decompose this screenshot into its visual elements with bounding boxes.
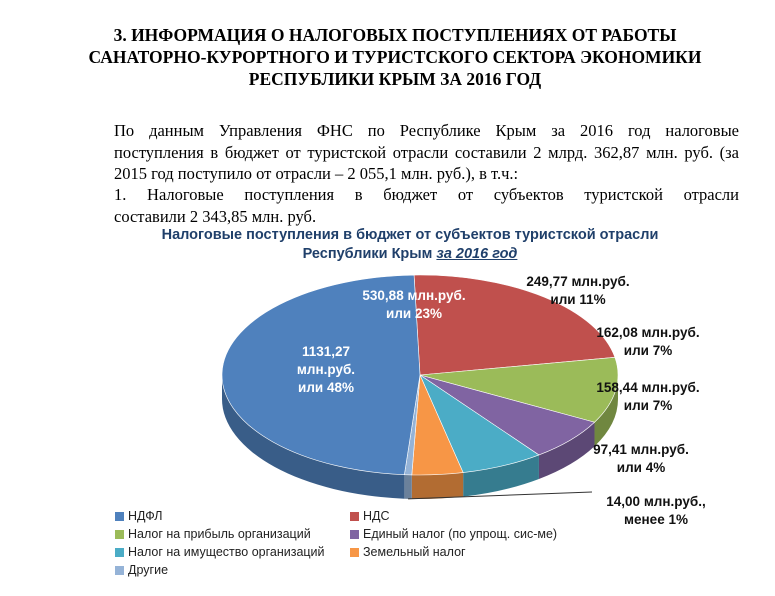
- legend-row: [115, 525, 615, 543]
- legend-item-единый-налог-по-упрощ-сис-ме: [350, 527, 595, 541]
- data-label-земельный-налог: 97,41 млн.руб. или 4%: [593, 442, 689, 475]
- heading-line: РЕСПУБЛИКИ КРЫМ ЗА 2016 ГОД: [248, 69, 542, 89]
- legend-item-ндфл: [115, 509, 350, 523]
- paragraph-line: поступления в бюджет от туристской отрасли составили 2 млрд. 362,87 млн. руб. (за: [114, 142, 739, 162]
- heading-line: 3. ИНФОРМАЦИЯ О НАЛОГОВЫХ ПОСТУПЛЕНИЯХ ОТ РАБОТЫ: [113, 25, 677, 45]
- legend-label: НДФЛ: [128, 509, 163, 523]
- chart-title-year: за 2016 год: [436, 246, 518, 262]
- legend-swatch: [350, 512, 359, 521]
- pie-side-земельный-налог: [412, 473, 463, 499]
- legend-row: [115, 561, 615, 579]
- legend-row: [115, 543, 615, 561]
- data-label-налог-на-имущество-организаций: 158,44 млн.руб. или 7%: [596, 380, 700, 413]
- legend-swatch: [115, 566, 124, 575]
- legend-label: Единый налог (по упрощ. сис-ме): [363, 527, 558, 541]
- paragraph-line: 2015 год поступило от отрасли – 2 055,1 млн. руб.), в т.ч.:: [114, 164, 519, 183]
- legend-label: Другие: [128, 563, 169, 577]
- data-label-единый-налог-по-упрощ-сис-ме: 162,08 млн.руб. или 7%: [596, 325, 700, 358]
- legend-item-налог-на-прибыль-организаций: [115, 527, 350, 541]
- legend-label: Земельный налог: [363, 545, 466, 559]
- chart-legend: [115, 507, 615, 579]
- paragraph-line: составили 2 343,85 млн. руб.: [114, 206, 317, 226]
- data-label-налог-на-прибыль-организаций: 249,77 млн.руб. или 11%: [526, 274, 630, 307]
- legend-swatch: [115, 512, 124, 521]
- pie-side-другие: [404, 475, 411, 499]
- legend-label: Налог на имущество организаций: [128, 545, 325, 559]
- legend-item-земельный-налог: [350, 545, 595, 559]
- legend-label: Налог на прибыль организаций: [128, 527, 311, 541]
- paragraph-line: По данным Управления ФНС по Республике Крым за 2016 год налоговые: [114, 121, 739, 140]
- legend-item-ндс: [350, 509, 595, 523]
- legend-swatch: [115, 548, 124, 557]
- heading-line: САНАТОРНО-КУРОРТНОГО И ТУРИСТСКОГО СЕКТОРА ЭКОНОМИКИ: [88, 47, 702, 67]
- data-label-ндфл: 1131,27 млн.руб. или 48%: [296, 344, 356, 395]
- legend-swatch: [350, 530, 359, 539]
- legend-row: [115, 507, 615, 525]
- data-label-другие: 14,00 млн.руб., менее 1%: [606, 494, 706, 527]
- legend-swatch: [350, 548, 359, 557]
- legend-swatch: [115, 530, 124, 539]
- chart-title-line: Налоговые поступления в бюджет от субъектов туристской отрасли: [161, 227, 659, 243]
- legend-label: НДС: [363, 509, 390, 523]
- legend-item-налог-на-имущество-организаций: [115, 545, 350, 559]
- legend-item-другие: [115, 563, 350, 577]
- data-label-ндс: 530,88 млн.руб. или 23%: [362, 288, 466, 321]
- paragraph-line: 1. Налоговые поступления в бюджет от субъектов туристской отрасли: [114, 185, 739, 204]
- chart-title-prefix: Республики Крым: [302, 246, 437, 262]
